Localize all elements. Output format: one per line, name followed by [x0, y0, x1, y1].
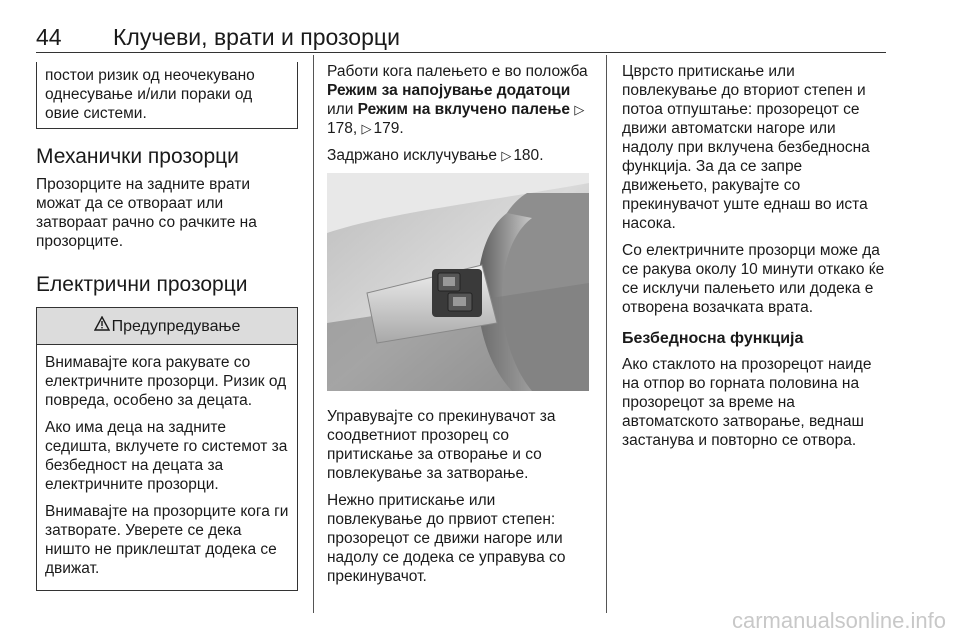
reference-triangle-icon: ▷	[501, 148, 512, 163]
accessory-mode-label: Режим за напојување додатоци	[327, 82, 571, 99]
warning-paragraph-1: Внимавајте кога ракувате со електричните прозорци. Ризик од повреда, особено за децата.	[45, 354, 287, 409]
retained-operation-text: Со електричните прозорци може да се ракува околу 10 минути откако ќе се исклучи палењето или додека е отворена возачката врата.	[622, 242, 885, 316]
heading-mechanical-windows: Механички прозорци	[36, 145, 239, 168]
reference-triangle-icon: ▷	[361, 121, 372, 136]
operation-text: Работи кога палењето е во положба	[327, 63, 588, 80]
warning-triangle-icon	[94, 316, 110, 336]
warning-title: Предупредување	[111, 317, 241, 335]
page-number: 44	[36, 24, 62, 50]
column-2	[327, 62, 589, 594]
retained-power-paragraph: Задржано исклучување ▷ 180.	[327, 147, 544, 164]
warning-header	[37, 308, 297, 345]
retained-power-text: Задржано исклучување	[327, 147, 502, 164]
window-switch-photo	[327, 173, 589, 391]
reference-triangle-icon: ▷	[574, 102, 585, 117]
warning-paragraph-2: Ако има деца на задните седишта, вклучете го системот за безбедност на децата за електричните прозорци.	[45, 419, 288, 493]
first-stage-text: Нежно притискање или повлекување до првиот степен: прозорецот се движи нагоре или надолу се додека се управува со прекинувачот.	[327, 492, 566, 585]
page-header	[36, 22, 886, 52]
column-1	[36, 62, 298, 591]
column-divider-2	[606, 55, 607, 613]
heading-safety-function: Безбедносна функција	[622, 330, 804, 347]
column-3	[622, 62, 888, 458]
continued-warning-box	[36, 62, 298, 129]
warning-box	[36, 307, 298, 591]
ignition-mode-label: Режим на вклучено палење	[357, 101, 571, 118]
safety-function-text: Ако стаклото на прозорецот наиде на отпор во горната половина на прозорецот за време на автоматското затворање, веднаш застанува и повторно се отвора.	[622, 356, 872, 449]
page-ref-178[interactable]: 178	[327, 120, 353, 137]
warning-body	[37, 345, 297, 590]
page-title: Клучеви, врати и прозорци	[113, 24, 400, 50]
mechanical-windows-text: Прозорците на задните врати можат да се отвораат или затвораат рачно со рачките на прозорците.	[36, 176, 257, 250]
column-divider-1	[313, 55, 314, 613]
heading-electric-windows: Електрични прозорци	[36, 273, 248, 296]
watermark: carmanualsonline.info	[731, 608, 946, 633]
page-ref-179[interactable]: 179	[373, 120, 400, 137]
second-stage-text: Цврсто притискање или повлекување до вториот степен и потоа отпуштање: прозорецот се движи автоматски нагоре или надолу при вклучена безбедносна функција. За да се запре движењето, ракувајте со прекинувачот уште еднаш во иста насока.	[622, 63, 870, 232]
page-ref-180[interactable]: 180	[513, 147, 540, 164]
operation-or: или	[327, 101, 358, 118]
switch-operation-text: Управувајте со прекинувачот за соодветниот прозорец со притискање за отворање и со повлекување за затворање.	[327, 408, 556, 482]
operation-paragraph: Работи кога палењето е во положба Режим за напојување додатоци или Режим на вклучено палење ▷178, ▷ 179.	[327, 63, 588, 137]
continued-warning-text: постои ризик од неочекувано однесување и/или пораки од овие системи.	[45, 67, 255, 122]
warning-paragraph-3: Внимавајте на прозорците кога ги затворате. Уверете се дека ништо не приклештат додека се движат.	[45, 503, 289, 577]
header-divider	[36, 52, 886, 53]
